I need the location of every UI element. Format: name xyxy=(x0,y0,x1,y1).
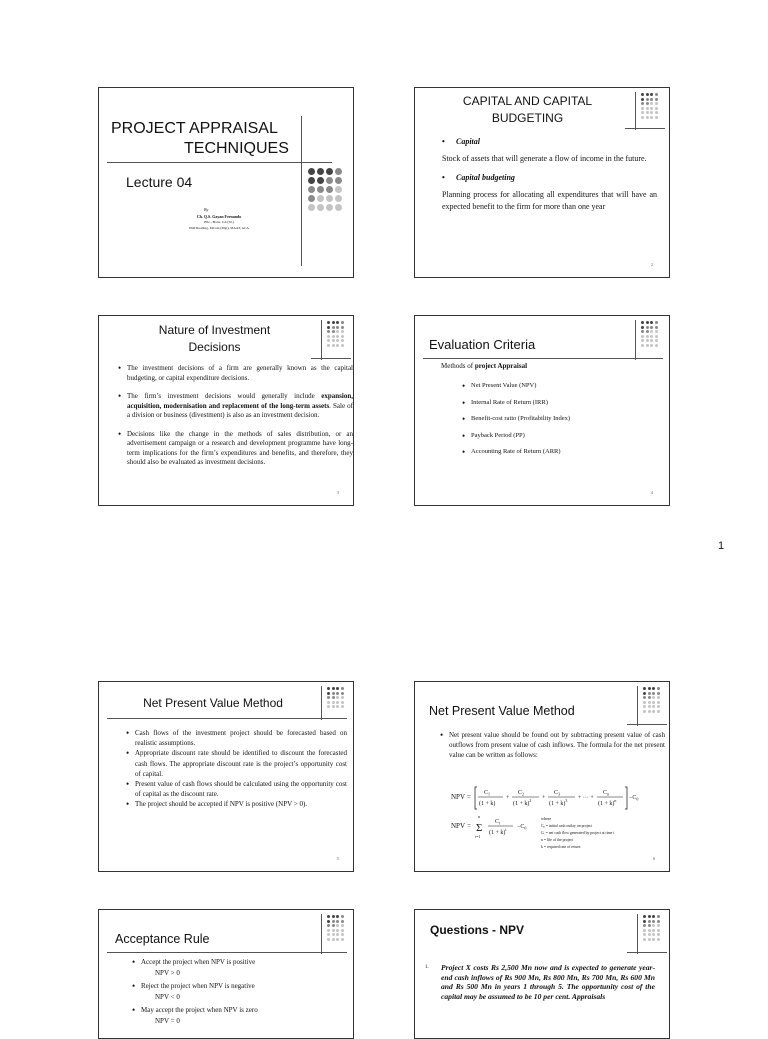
slide-6-divider-h xyxy=(627,724,667,725)
slide-8-question-text: Project X costs Rs 2,500 Mn now and is expected to generate year-end cash inflows of Rs 900 Mn, Rs 800 Mn, Rs 700 Mn, Rs 600 Mn and Rs 500 Mn in years 1 through 5. The opportunity cost of the capital may be assumed to be 10 per cent. Appraisals xyxy=(441,963,655,1001)
slide-4-divider-v xyxy=(635,320,636,360)
npv-plus-1: + xyxy=(506,795,510,801)
slide-4-title: Evaluation Criteria xyxy=(429,337,536,352)
slide-2 xyxy=(414,87,670,278)
npv-def-n: n = life of the project xyxy=(541,838,574,842)
slide-2-budgeting-text: Planning process for allocating all expenditures that will have an expected benefit to the firm for more than one year xyxy=(442,190,657,211)
slide-4-method-npv: • Net Present Value (NPV) xyxy=(471,378,570,395)
slide-3-bullet-2-a: The firm’s investment decisions would generally include xyxy=(127,392,322,400)
npv-plus-2: + xyxy=(542,795,546,801)
slide-3-page-number: 3 xyxy=(337,490,339,495)
npv-sigma-top: n xyxy=(478,814,480,819)
slide-2-item-capital: • Capital xyxy=(442,137,481,146)
slide-5-divider-v xyxy=(321,686,322,720)
npv-def-ct: Cₜ = net cash flow generated by project at time t xyxy=(541,831,615,835)
slide-2-body xyxy=(442,136,657,213)
npv-def-c0: C₀ = initial cash outlay on project xyxy=(541,824,593,828)
npv-label: NPV xyxy=(451,793,466,801)
slide-2-page-number: 2 xyxy=(651,262,653,267)
npv-den-t: $(1 + k)^t$ xyxy=(489,827,507,836)
npv-label-2: NPV xyxy=(451,822,466,830)
npv-den-2: $(1 + k)^2$ xyxy=(513,798,532,807)
slide-1-divider-h xyxy=(107,162,332,163)
slide-4-divider-h xyxy=(423,358,663,359)
npv-ct: $C_t$ xyxy=(495,819,501,826)
slide-2-divider-v xyxy=(635,92,636,130)
slide-3-bullet-1: • The investment decisions of a firm are generally known as the capital budgeting, or capital expenditure decisions. xyxy=(127,364,353,383)
slide-4-intro-bold: project Appraisal xyxy=(474,362,528,370)
npv-formula xyxy=(451,783,661,865)
slide-5-title: Net Present Value Method xyxy=(143,696,283,710)
slide-7-title: Acceptance Rule xyxy=(115,932,210,946)
npv-minus-c0-2: $-C_0$ xyxy=(517,824,527,831)
slide-5-bullet-2: • Appropriate discount rate should be identified to discount the forecasted cash flows. The appropriate discount rate is the project’s opportunity cost of capital. xyxy=(135,748,347,779)
slide-8-title: Questions - NPV xyxy=(430,923,525,937)
slide-7-rule-reject-cond: NPV < 0 xyxy=(155,992,180,1001)
slide-1-title-line-2: TECHNIQUES xyxy=(184,140,289,157)
slide-1-title-line-1: PROJECT APPRAISAL xyxy=(111,120,278,137)
npv-c3: $C_3$ xyxy=(554,790,561,797)
slide-4 xyxy=(414,315,670,506)
slide-7-rule-accept-cond: NPV > 0 xyxy=(155,968,180,977)
npv-den-n: $(1 + k)^n$ xyxy=(598,798,617,807)
slide-3-bullets xyxy=(117,364,353,468)
slide-4-method-arr: • Accounting Rate of Return (ARR) xyxy=(471,444,570,461)
slide-6 xyxy=(414,681,670,872)
slide-3 xyxy=(98,315,354,506)
slide-6-divider-v xyxy=(637,686,638,726)
slide-7-rule-reject-text: • Reject the project when NPV is negative xyxy=(141,982,255,990)
slide-3-bullet-2-bold: expansion, acquisition, modernisation and replacement of the long-term assets xyxy=(127,392,353,410)
slide-6-bullets xyxy=(439,730,665,760)
npv-c2: $C_2$ xyxy=(518,790,525,797)
slide-1-dot-grid xyxy=(308,168,342,211)
slide-8-dot-grid xyxy=(643,915,660,941)
slide-1 xyxy=(98,87,354,278)
slide-2-divider-h xyxy=(625,128,665,129)
slide-7-rule-maybe-text: • May accept the project when NPV is zero xyxy=(141,1006,258,1014)
slide-7-dot-grid xyxy=(327,915,344,941)
npv-bracket-left xyxy=(475,787,477,809)
npv-sigma-bottom: t=1 xyxy=(475,834,481,839)
slide-2-capital-heading: Capital xyxy=(456,137,481,146)
npv-ellipsis: + ··· + xyxy=(578,795,594,801)
slide-4-page-number: 4 xyxy=(651,490,653,495)
slide-8-divider-v xyxy=(637,914,638,954)
slide-6-title: Net Present Value Method xyxy=(429,704,575,718)
slide-4-dot-grid xyxy=(641,321,658,347)
slide-2-dot-grid xyxy=(641,93,658,119)
slide-7-divider-v xyxy=(321,914,322,954)
slide-5-bullet-4: • The project should be accepted if NPV is positive (NPV > 0). xyxy=(135,799,347,809)
slide-7-rule-reject xyxy=(141,981,258,1002)
slide-8-question-number: 1. xyxy=(425,965,429,970)
npv-minus-c0: $-C_0$ xyxy=(629,795,639,802)
slide-3-bullet-3: • Decisions like the change in the methods of sales distribution, or an advertisement campaign or a research and development programme have long-term implications for the firm’s expenditures and benefits, and therefore, they should also be evaluated as investment decisions. xyxy=(127,430,353,468)
sheet-page-number: 1 xyxy=(718,540,725,552)
slide-1-affiliation: PhD Reading, MCom (Mgt), MAAT, ACA xyxy=(189,226,249,230)
slide-4-intro xyxy=(441,362,527,370)
slide-3-title-line-1: Nature of Investment xyxy=(158,323,271,337)
slide-1-lecture: Lecture 04 xyxy=(126,174,193,190)
slide-7-rules xyxy=(131,957,258,1026)
npv-sigma: Σ xyxy=(476,822,483,834)
npv-bracket-right xyxy=(625,787,627,809)
slide-2-title-line-1: CAPITAL AND CAPITAL xyxy=(462,94,593,108)
slide-2-capital-text: Stock of assets that will generate a flow of income in the future. xyxy=(442,154,647,163)
slide-5-dot-grid xyxy=(327,687,344,708)
slide-3-bullet-2-c: . Sale of a division or business (divestment) is also as an investment decision. xyxy=(127,401,353,419)
npv-where: where xyxy=(541,816,552,821)
slide-5-bullets xyxy=(125,728,347,810)
slide-3-divider-v xyxy=(321,320,322,360)
npv-equals: = xyxy=(467,793,471,801)
slide-8 xyxy=(414,909,670,1039)
slide-3-bullet-2 xyxy=(127,392,353,421)
npv-equals-2: = xyxy=(467,822,471,830)
slide-1-by: By xyxy=(204,207,209,212)
npv-c1: $C_1$ xyxy=(484,790,491,797)
slide-4-method-pi: • Benefit-cost ratio (Profitability Index) xyxy=(471,411,570,428)
slide-8-divider-h xyxy=(627,952,667,953)
slide-5-bullet-1: • Cash flows of the investment project should be forecasted based on realistic assumptions. xyxy=(135,728,347,748)
slide-3-divider-h xyxy=(311,358,351,359)
slide-3-title-line-2: Decisions xyxy=(188,340,241,354)
slide-7-rule-accept-text: • Accept the project when NPV is positive xyxy=(141,958,256,966)
slide-5-bullet-3: • Present value of cash flows should be calculated using the opportunity cost of capital as the discount rate. xyxy=(135,779,347,799)
slide-7 xyxy=(98,909,354,1039)
slide-2-budgeting-heading: Capital budgeting xyxy=(456,173,515,182)
slide-6-dot-grid xyxy=(643,687,660,713)
slide-5 xyxy=(98,681,354,872)
slide-7-rule-accept xyxy=(141,957,258,978)
slide-4-method-irr: • Internal Rate of Return (IRR) xyxy=(471,395,570,412)
slide-1-author-sub: BSc., Hons. CA (SL) xyxy=(204,220,234,224)
slide-7-rule-maybe xyxy=(141,1005,258,1026)
slide-7-divider-h xyxy=(107,952,347,953)
npv-den-3: $(1 + k)^3$ xyxy=(549,798,568,807)
slide-4-method-pp: • Payback Period (PP) xyxy=(471,428,570,445)
npv-den-1: (1 + k) xyxy=(479,801,496,807)
slide-4-intro-text: Methods of xyxy=(441,362,475,370)
slide-5-page-number: 5 xyxy=(337,856,339,861)
npv-def-k: k = required rate of return xyxy=(541,845,581,849)
slide-4-methods xyxy=(461,378,570,461)
slide-6-page-number: 6 xyxy=(653,856,655,861)
slide-6-bullet: • Net present value should be found out by subtracting present value of cash outflows from present value of cash inflows. The formula for the net present value can be written as follows: xyxy=(449,730,665,760)
slide-1-author: Ch. Q.S. Gayan Fernando xyxy=(196,214,242,219)
slide-1-divider-v xyxy=(301,116,302,266)
slide-7-rule-maybe-cond: NPV = 0 xyxy=(155,1016,180,1025)
npv-cn: $C_n$ xyxy=(603,790,610,797)
slide-5-divider-h xyxy=(107,718,347,719)
slide-2-title-line-2: BUDGETING xyxy=(491,111,564,125)
slide-3-dot-grid xyxy=(327,321,344,347)
slide-2-item-budgeting: • Capital budgeting xyxy=(442,173,515,182)
